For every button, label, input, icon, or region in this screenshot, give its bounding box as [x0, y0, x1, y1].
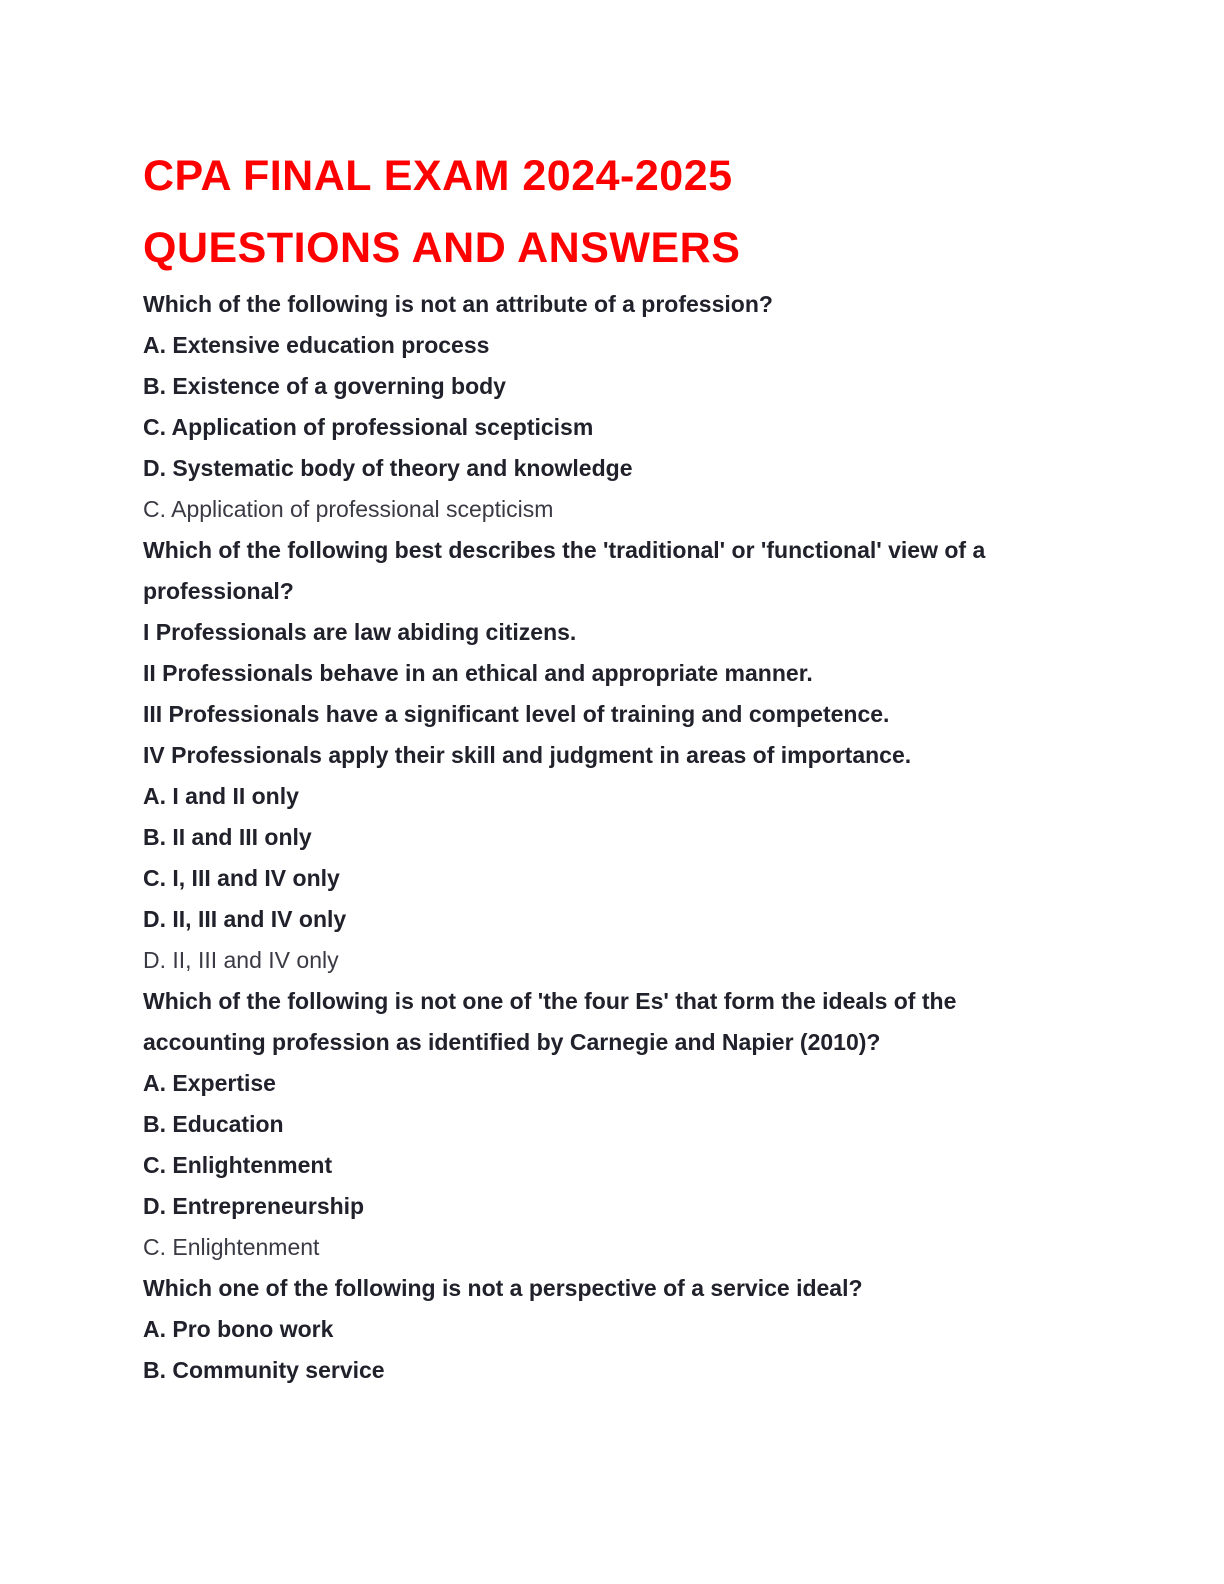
- title-line-2: QUESTIONS AND ANSWERS: [143, 224, 741, 272]
- option-b: B. Community service: [143, 1357, 385, 1383]
- answer-text: C. Application of professional scepticism: [143, 496, 554, 522]
- question-text: professional?: [143, 578, 294, 604]
- statement-ii: II Professionals behave in an ethical and appropriate manner.: [143, 660, 813, 686]
- option-d: D. Systematic body of theory and knowledge: [143, 455, 633, 481]
- statement-i: I Professionals are law abiding citizens.: [143, 619, 577, 645]
- question-text: Which one of the following is not a perspective of a service ideal?: [143, 1275, 863, 1301]
- document-page: [143, 140, 1103, 1391]
- question-text: Which of the following is not an attribute of a profession?: [143, 291, 773, 317]
- question-block: [143, 284, 1103, 530]
- option-b: B. Education: [143, 1111, 284, 1137]
- question-text: Which of the following is not one of 'the four Es' that form the ideals of the: [143, 988, 957, 1014]
- option-c: C. Enlightenment: [143, 1152, 333, 1178]
- answer-text: C. Enlightenment: [143, 1234, 320, 1260]
- question-block: [143, 1268, 1103, 1391]
- option-d: D. Entrepreneurship: [143, 1193, 365, 1219]
- statement-iii: III Professionals have a significant level of training and competence.: [143, 701, 890, 727]
- option-a: A. I and II only: [143, 783, 299, 809]
- option-b: B. Existence of a governing body: [143, 373, 506, 399]
- statement-iv: IV Professionals apply their skill and judgment in areas of importance.: [143, 742, 912, 768]
- document-title: [143, 140, 1103, 284]
- question-block: [143, 530, 1103, 981]
- question-block: [143, 981, 1103, 1268]
- title-line-1: CPA FINAL EXAM 2024-2025: [143, 152, 733, 200]
- option-c: C. Application of professional scepticism: [143, 414, 594, 440]
- option-a: A. Expertise: [143, 1070, 276, 1096]
- option-b: B. II and III only: [143, 824, 312, 850]
- answer-text: D. II, III and IV only: [143, 947, 339, 973]
- option-a: A. Extensive education process: [143, 332, 490, 358]
- option-a: A. Pro bono work: [143, 1316, 334, 1342]
- option-c: C. I, III and IV only: [143, 865, 340, 891]
- question-text: Which of the following best describes the 'traditional' or 'functional' view of a: [143, 537, 986, 563]
- question-text: accounting profession as identified by Carnegie and Napier (2010)?: [143, 1029, 881, 1055]
- option-d: D. II, III and IV only: [143, 906, 347, 932]
